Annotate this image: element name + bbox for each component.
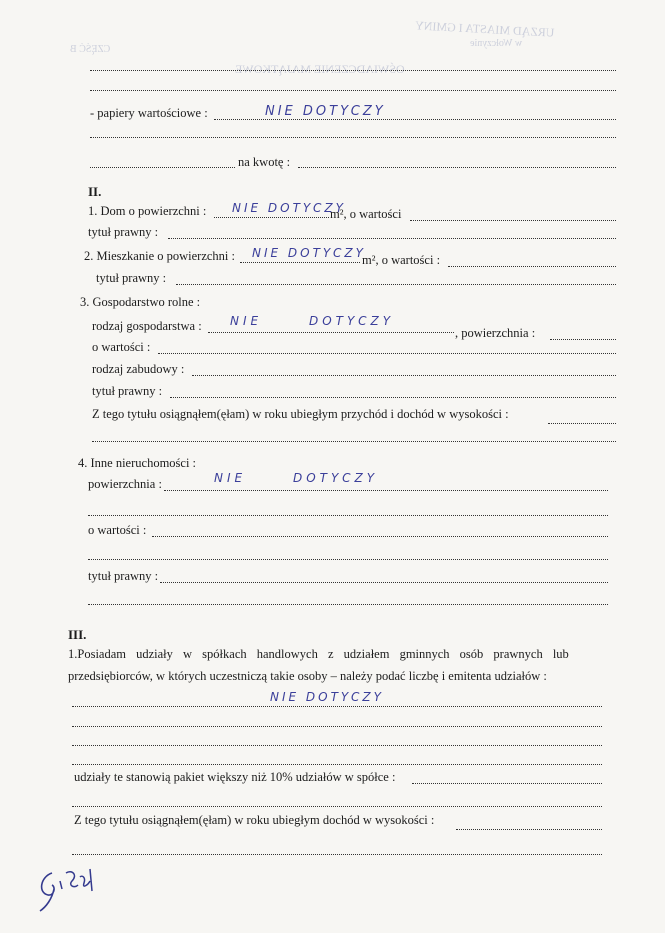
- dotted-line: [550, 339, 616, 340]
- dotted-line: [298, 167, 616, 168]
- dotted-line: [90, 167, 235, 168]
- handwritten-entry: NIE DOTYCZY: [265, 104, 386, 119]
- dotted-line: [412, 783, 602, 784]
- dotted-line: [72, 745, 602, 746]
- ztego-label: Z tego tytułu osiągnąłem(ęłam) w roku ubiegłym przychód i dochód w wysokości :: [92, 407, 509, 421]
- dotted-line: [214, 119, 616, 120]
- na-kwote-label: na kwotę :: [238, 155, 291, 169]
- signature: [32, 855, 102, 915]
- dotted-line: [160, 582, 608, 583]
- mieszkanie-label: 2. Mieszkanie o powierzchni :: [84, 249, 235, 263]
- tytul-label: tytuł prawny :: [96, 271, 167, 285]
- dotted-line: [88, 559, 608, 560]
- gospodarstwo-label: 3. Gospodarstwo rolne :: [80, 295, 201, 309]
- dom-label: 1. Dom o powierzchni :: [88, 204, 207, 218]
- dotted-line: [90, 90, 616, 91]
- dotted-line: [152, 536, 608, 537]
- papiery-label: - papiery wartościowe :: [90, 106, 208, 120]
- udzialy-line-2: przedsiębiorców, w których uczestniczą takie osoby – należy podać liczbę i emitenta udziałów :: [68, 669, 547, 683]
- dotted-line: [208, 332, 454, 333]
- dotted-line: [72, 806, 602, 807]
- tytul-label: tytuł prawny :: [88, 225, 159, 239]
- dotted-line: [456, 829, 602, 830]
- pakiet-label: udziały te stanowią pakiet większy niż 10% udziałów w spółce :: [74, 770, 396, 784]
- dotted-line: [92, 441, 616, 442]
- bleed-stamp: URZĄD MIASTA I GMINY: [414, 18, 555, 40]
- dotted-line: [170, 397, 616, 398]
- dotted-line: [72, 706, 602, 707]
- zabudowy-label: rodzaj zabudowy :: [92, 362, 185, 376]
- powierzchnia-label: , powierzchnia :: [455, 326, 536, 340]
- dom-m2-label: m², o wartości: [330, 207, 402, 221]
- dotted-line: [90, 137, 616, 138]
- dotted-line: [168, 238, 616, 239]
- dotted-line: [240, 262, 360, 263]
- dotted-line: [158, 353, 616, 354]
- inne-label: 4. Inne nieruchomości :: [78, 456, 197, 470]
- dotted-line: [176, 284, 616, 285]
- handwritten-entry: NIE DOTYCZY: [270, 690, 384, 704]
- dotted-line: [448, 266, 616, 267]
- dotted-line: [164, 490, 608, 491]
- dotted-line: [72, 764, 602, 765]
- handwritten-entry: NIE DOTYCZY: [230, 314, 395, 328]
- section-3-title: III.: [68, 627, 87, 642]
- tytul-label: tytuł prawny :: [88, 569, 159, 583]
- dotted-line: [410, 220, 616, 221]
- o-wartosci-label: o wartości :: [88, 523, 147, 537]
- mieszkanie-m2-label: m², o wartości :: [362, 253, 441, 267]
- rodzaj-label: rodzaj gospodarstwa :: [92, 319, 202, 333]
- dotted-line: [72, 726, 602, 727]
- o-wartosci-label: o wartości :: [92, 340, 151, 354]
- powierzchnia2-label: powierzchnia :: [88, 477, 162, 491]
- dotted-line: [88, 515, 608, 516]
- bleed-title: OŚWIADCZENIE MAJĄTKOWE: [235, 62, 405, 76]
- bleed-part: CZĘŚĆ B: [70, 44, 111, 55]
- handwritten-entry: NIE DOTYCZY: [252, 246, 366, 260]
- dochod-label: Z tego tytułu osiągnąłem(ęłam) w roku ubiegłym dochód w wysokości :: [74, 813, 435, 827]
- handwritten-entry: NIE DOTYCZY: [232, 201, 346, 215]
- dotted-line: [88, 604, 608, 605]
- udzialy-line-1: 1.Posiadam udziały w spółkach handlowych z udziałem gminnych osób prawnych lub: [68, 647, 569, 661]
- handwritten-entry: NIE DOTYCZY: [214, 471, 379, 485]
- tytul-label: tytuł prawny :: [92, 384, 163, 398]
- dotted-line: [548, 423, 616, 424]
- dotted-line: [214, 217, 329, 218]
- bleed-stamp-sub: w Wołczynie: [470, 38, 523, 49]
- dotted-line: [72, 854, 602, 855]
- dotted-line: [192, 375, 616, 376]
- dotted-line: [90, 70, 616, 71]
- section-2-title: II.: [88, 184, 102, 199]
